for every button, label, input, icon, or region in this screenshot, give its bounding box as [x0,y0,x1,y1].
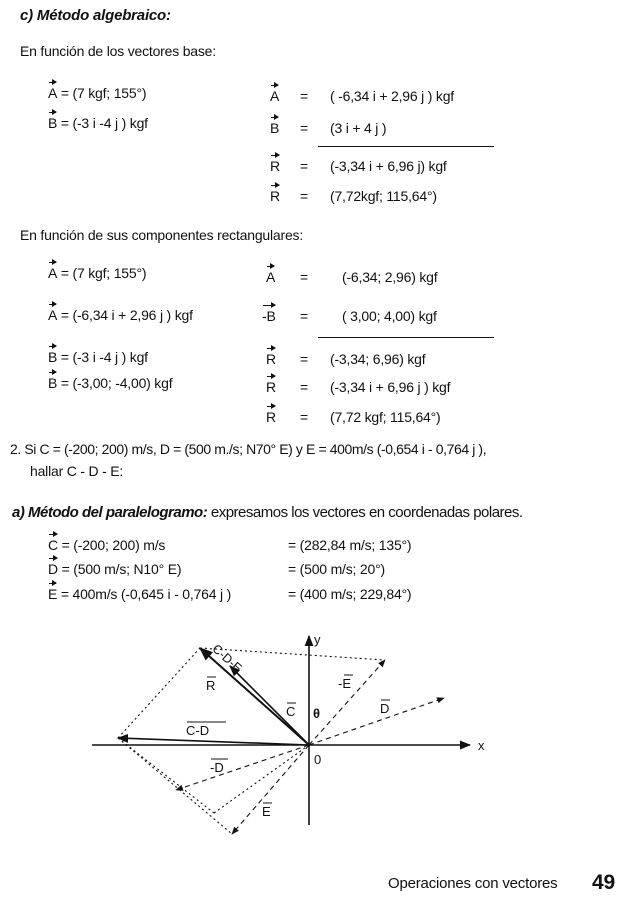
polar-row-d-result: = (500 m/s; 20°) [288,561,385,577]
vector-symbol: -B [262,308,276,324]
vector-symbol: A [270,88,280,104]
equals-sign: = [300,351,308,367]
x-axis-label: x [478,738,485,753]
vector-symbol: A [48,85,58,101]
vector-symbol: R [266,351,276,367]
equals-sign: = [300,269,308,285]
base-right-value-1: ( -6,34 i + 2,96 j ) kgf [330,88,454,104]
label-c: C [286,704,296,719]
vector-symbol: B [48,115,58,131]
vector-symbol: R [266,379,276,395]
polar-row-d: D = (500 m/s; N10° E) [48,561,182,577]
equals-sign: = [300,158,308,174]
rect-right-value-3: (-3,34; 6,96) kgf [330,351,426,367]
section-c-title: c) Método algebraico: [20,7,171,24]
equals-sign: = [300,379,308,395]
section-a-title: a) Método del paralelogramo: [12,504,208,521]
rect-left-line-4: B = (-3,00; -4,00) kgf [48,375,173,391]
equals-sign: = [300,409,308,425]
label-d: D [380,701,390,716]
polar-row-c-result: = (282,84 m/s; 135°) [288,537,412,553]
vector-symbol: B [48,375,58,391]
equals-sign: = [300,188,308,204]
problem-2-statement: 2. Si C = (-200; 200) m/s, D = (500 m./s; N70° E) y E = 400m/s (-0,654 i - 0,764 j ), [10,441,487,457]
vector-c-d [118,738,309,745]
base-vectors-intro: En función de los vectores base: [20,43,216,59]
vector-symbol: A [48,265,58,281]
rect-right-value-1: (-6,34; 2,96) kgf [342,269,438,285]
vector-symbol: R [270,158,280,174]
label-c-d-e: C-D-E [209,641,245,676]
rect-right-value-5: (7,72 kgf; 115,64°) [330,409,441,425]
construction-line [118,738,214,813]
vector-symbol: B [270,120,280,136]
base-left-line-2: B = (-3 i -4 j ) kgf [48,115,148,131]
vector-symbol: A [266,269,276,285]
equals-sign: = [300,120,308,136]
label-e: E [262,804,271,819]
base-left-line-1: A = (7 kgf; 155°) [48,85,147,101]
label-c-d: C-D [186,723,210,738]
equals-sign: = [300,88,308,104]
rect-right-value-4: (-3,34 i + 6,96 j ) kgf [330,379,451,395]
construction-line [118,738,232,834]
y-axis-label: y [314,632,321,647]
construction-line [214,745,309,813]
rect-left-line-3: B = (-3 i -4 j ) kgf [48,349,148,365]
base-right-value-4: (7,72kgf; 115,64°) [330,188,437,204]
rect-right-value-2: ( 3,00; 4,00) kgf [342,308,437,324]
vector-symbol: R [266,409,276,425]
problem-2-question: hallar C - D - E: [30,463,124,479]
vector-c-d-e [200,648,309,745]
vector-symbol: E [48,586,58,602]
section-a-description: expresamos los vectores en coordenadas polares. [207,504,523,521]
polar-row-e-result: = (400 m/s; 229,84°) [288,586,412,602]
label-r: R [206,678,216,693]
vector-d [309,698,444,745]
base-right-value-2: (3 i + 4 j ) [330,120,387,136]
vector-symbol: R [270,188,280,204]
rect-components-intro: En función de sus componentes rectangulares: [20,227,304,243]
polar-row-e: E = 400m/s (-0,645 i - 0,764 j ) [48,586,232,602]
base-right-value-3: (-3,34 i + 6,96 j) kgf [330,158,447,174]
footer-chapter-title: Operaciones con vectores [388,875,558,892]
origin-label: 0 [314,752,322,767]
equals-sign: = [300,308,308,324]
label-minus-d: -D [210,760,224,775]
vector-symbol: B [48,349,58,365]
page-number: 49 [592,871,615,894]
label-minus-e: -E [338,676,351,691]
vector-symbol: C [48,537,58,553]
vector-symbol: A [48,307,58,323]
theta-label: θ [313,706,321,721]
rect-left-line-1: A = (7 kgf; 155°) [48,265,147,281]
polar-row-c: C = (-200; 200) m/s [48,537,166,553]
vector-symbol: D [48,561,58,577]
rect-left-line-2: A = (-6,34 i + 2,96 j ) kgf [48,307,193,323]
